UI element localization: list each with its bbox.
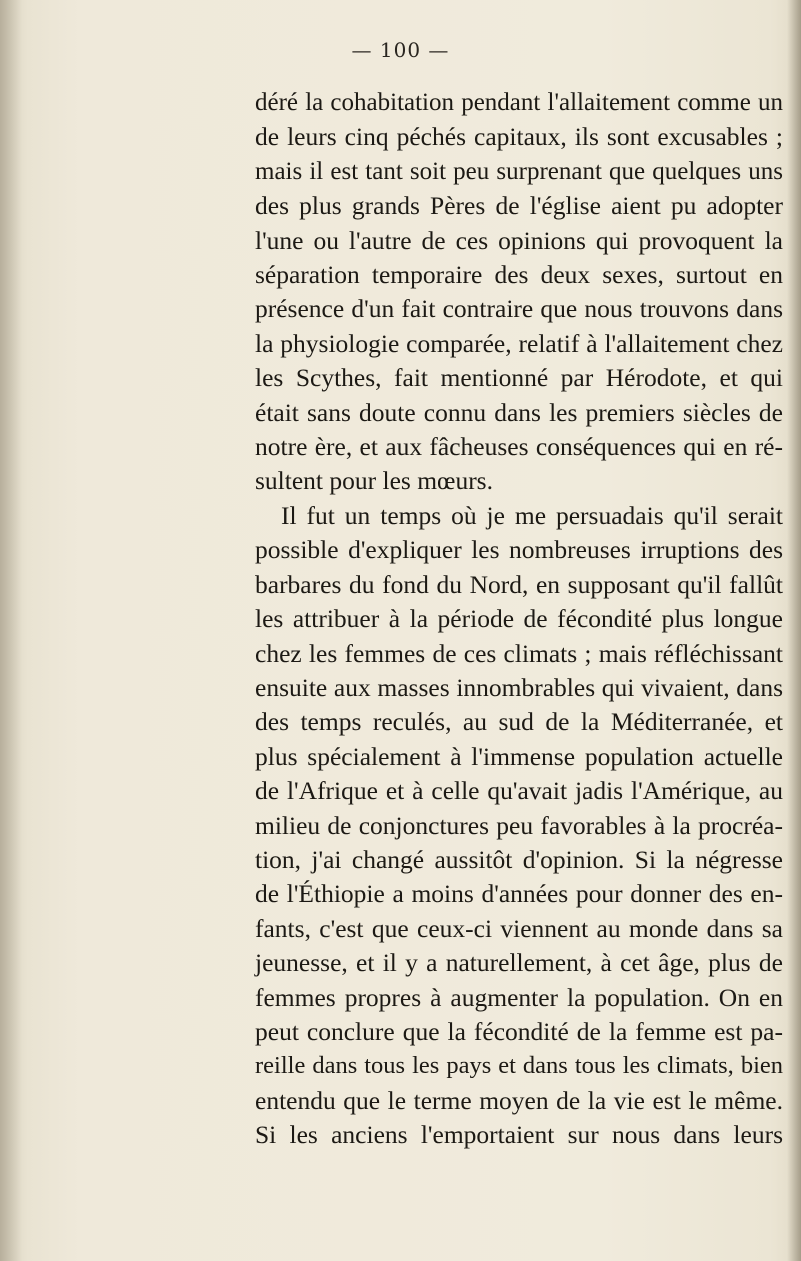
text-line-26: jeunesse, et il y a naturellement, à cet âge, plus de — [255, 948, 783, 978]
text-line-11: notre ère, et aux fâcheuses conséquences qui en ré- — [255, 432, 783, 462]
body-text — [255, 86, 783, 1153]
text-line-24: de l'Éthiopie a moins d'années pour donner des en- — [255, 879, 783, 909]
text-line-16: les attribuer à la période de fécondité plus longue — [255, 604, 783, 634]
text-line-3: mais il est tant soit peu surprenant que quelques uns — [255, 157, 783, 185]
text-line-10: était sans doute connu dans les premiers siècles de — [255, 397, 783, 427]
text-line-2: de leurs cinq péchés capitaux, ils sont excusables ; — [255, 122, 783, 152]
page-edge — [787, 0, 801, 1261]
text-line-13: Il fut un temps où je me persuadais qu'il serait — [281, 500, 783, 530]
text-line-15: barbares du fond du Nord, en supposant qu'il fallût — [255, 569, 783, 599]
text-line-23: tion, j'ai changé aussitôt d'opinion. Si la négresse — [255, 844, 783, 874]
text-line-31: Si les anciens l'emportaient sur nous dans leurs — [255, 1120, 783, 1150]
text-line-7: présence d'un fait contraire que nous trouvons dans — [255, 294, 783, 324]
text-line-12: sultent pour les mœurs. — [255, 466, 493, 496]
text-line-5: l'une ou l'autre de ces opinions qui provoquent la — [255, 225, 783, 255]
binding-shadow — [0, 0, 22, 1261]
text-line-9: les Scythes, fait mentionné par Hérodote, et qui — [255, 363, 783, 393]
text-line-20: plus spécialement à l'immense population actuelle — [255, 741, 783, 771]
text-line-1: déré la cohabitation pendant l'allaitement comme un — [255, 89, 783, 116]
text-line-8: la physiologie comparée, relatif à l'allaitement chez — [255, 328, 783, 358]
text-line-28: peut conclure que la fécondité de la femme est pa- — [255, 1016, 783, 1046]
text-line-18: ensuite aux masses innombrables qui vivaient, dans — [255, 672, 783, 702]
text-line-22: milieu de conjonctures peu favorables à la procréa- — [255, 810, 783, 840]
page-number: — 100 — — [351, 38, 450, 62]
text-line-27: femmes propres à augmenter la population. On en — [255, 982, 783, 1012]
text-line-30: entendu que le terme moyen de la vie est le même. — [255, 1085, 783, 1115]
text-line-29: reille dans tous les pays et dans tous les climats, bien — [255, 1052, 783, 1080]
text-line-6: séparation temporaire des deux sexes, surtout en — [255, 260, 783, 290]
text-line-21: de l'Afrique et à celle qu'avait jadis l'Amérique, au — [255, 776, 783, 806]
text-line-19: des temps reculés, au sud de la Méditerranée, et — [255, 707, 783, 737]
text-line-4: des plus grands Pères de l'église aient pu adopter — [255, 191, 783, 221]
text-line-25: fants, c'est que ceux-ci viennent au monde dans sa — [255, 913, 783, 943]
text-line-14: possible d'expliquer les nombreuses irruptions des — [255, 535, 783, 565]
text-line-17: chez les femmes de ces climats ; mais réfléchissant — [255, 638, 783, 668]
